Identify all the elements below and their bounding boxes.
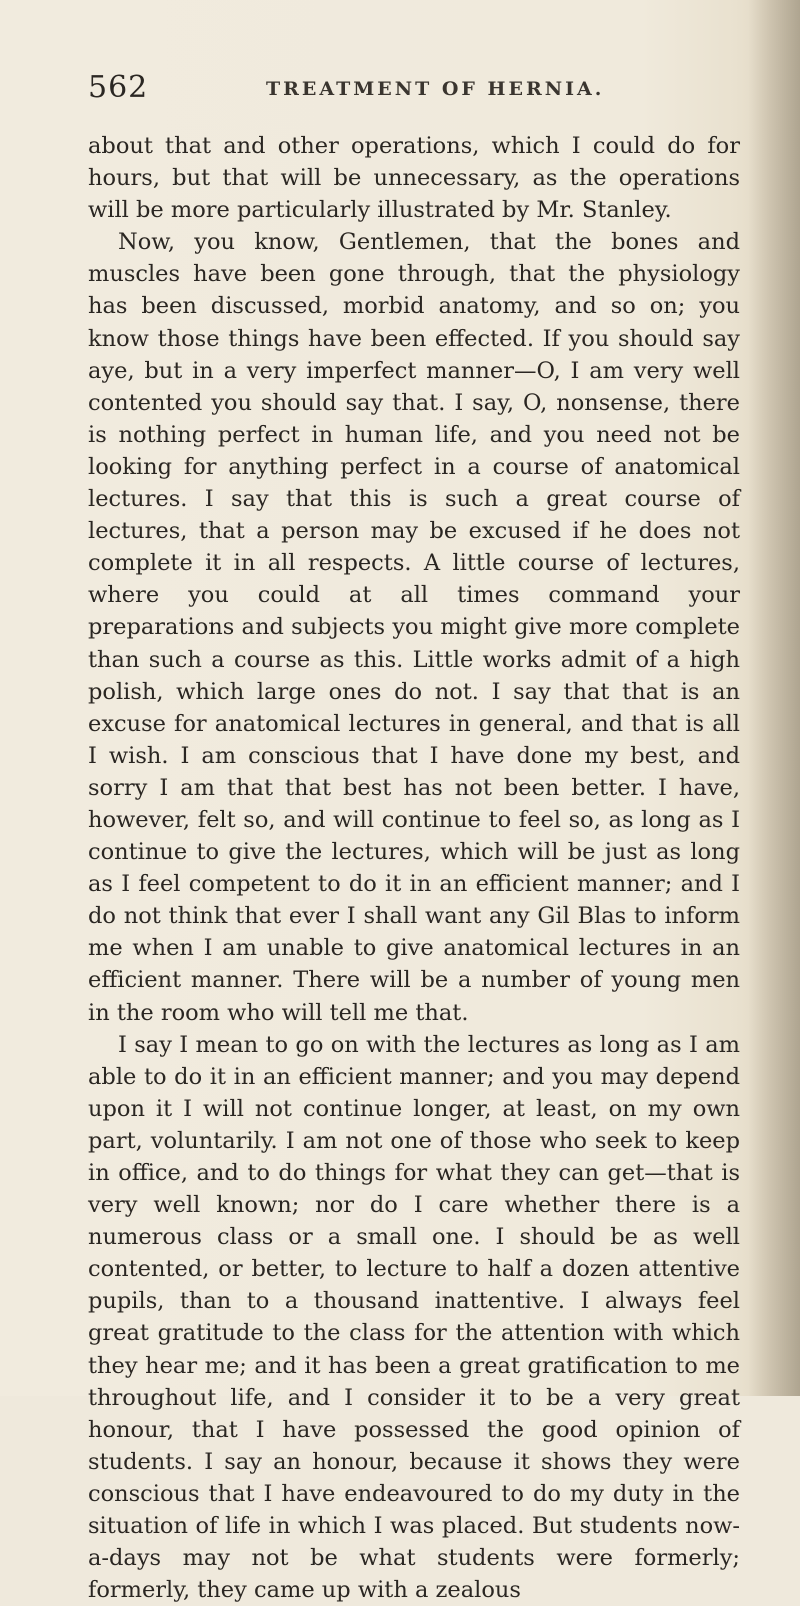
body-text bbox=[88, 130, 740, 1606]
paragraph: Now, you know, Gentlemen, that the bones and muscles have been gone through, that the physiology has been discussed, morbid anatomy, and so on; you know those things have been effected. If you should say aye, but in a very imperfect manner—O, I am very well contented you should say that. I say, O, nonsense, there is nothing perfect in human life, and you need not be looking for anything perfect in a course of anatomical lectures. I say that this is such a great course of lectures, that a person may be excused if he does not complete it in all respects. A little course of lectures, where you could at all times command your preparations and subjects you might give more complete than such a course as this. Little works admit of a high polish, which large ones do not. I say that that is an excuse for anatomical lectures in general, and that is all I wish. I am conscious that I have done my best, and sorry I am that that best has not been better. I have, however, felt so, and will continue to feel so, as long as I continue to give the lectures, which will be just as long as I feel competent to do it in an efficient manner; and I do not think that ever I shall want any Gil Blas to inform me when I am unable to give anatomical lectures in an efficient manner. There will be a number of young men in the room who will tell me that. bbox=[88, 229, 740, 1026]
page-header bbox=[88, 70, 728, 110]
paragraph: I say I mean to go on with the lectures as long as I am able to do it in an efficient manner; and you may depend upon it I will not continue longer, at least, on my own part, voluntarily. I am not one of those who seek to keep in office, and to do things for what they can get—that is very well known; nor do I care whether there is a numerous class or a small one. I should be as well contented, or better, to lecture to half a dozen attentive pupils, than to a thousand inattentive. I always feel great gratitude to the class for the attention with which they hear me; and it has been a great gratification to me throughout life, and I consider it to be a very great honour, that I have possessed the good opinion of students. I say an honour, because it shows they were conscious that I have endeavoured to do my duty in the situation of life in which I was placed. But students now-a-days may not be what students were formerly; formerly, they came up with a zealous bbox=[88, 1031, 740, 1604]
page-edge-shadow bbox=[748, 0, 800, 1396]
running-head: TREATMENT OF HERNIA. bbox=[266, 78, 605, 100]
paragraph: about that and other operations, which I could do for hours, but that will be unnecessary, as the operations will be more particularly illustrated by Mr. Stanley. bbox=[88, 133, 740, 224]
page-number: 562 bbox=[88, 70, 149, 105]
